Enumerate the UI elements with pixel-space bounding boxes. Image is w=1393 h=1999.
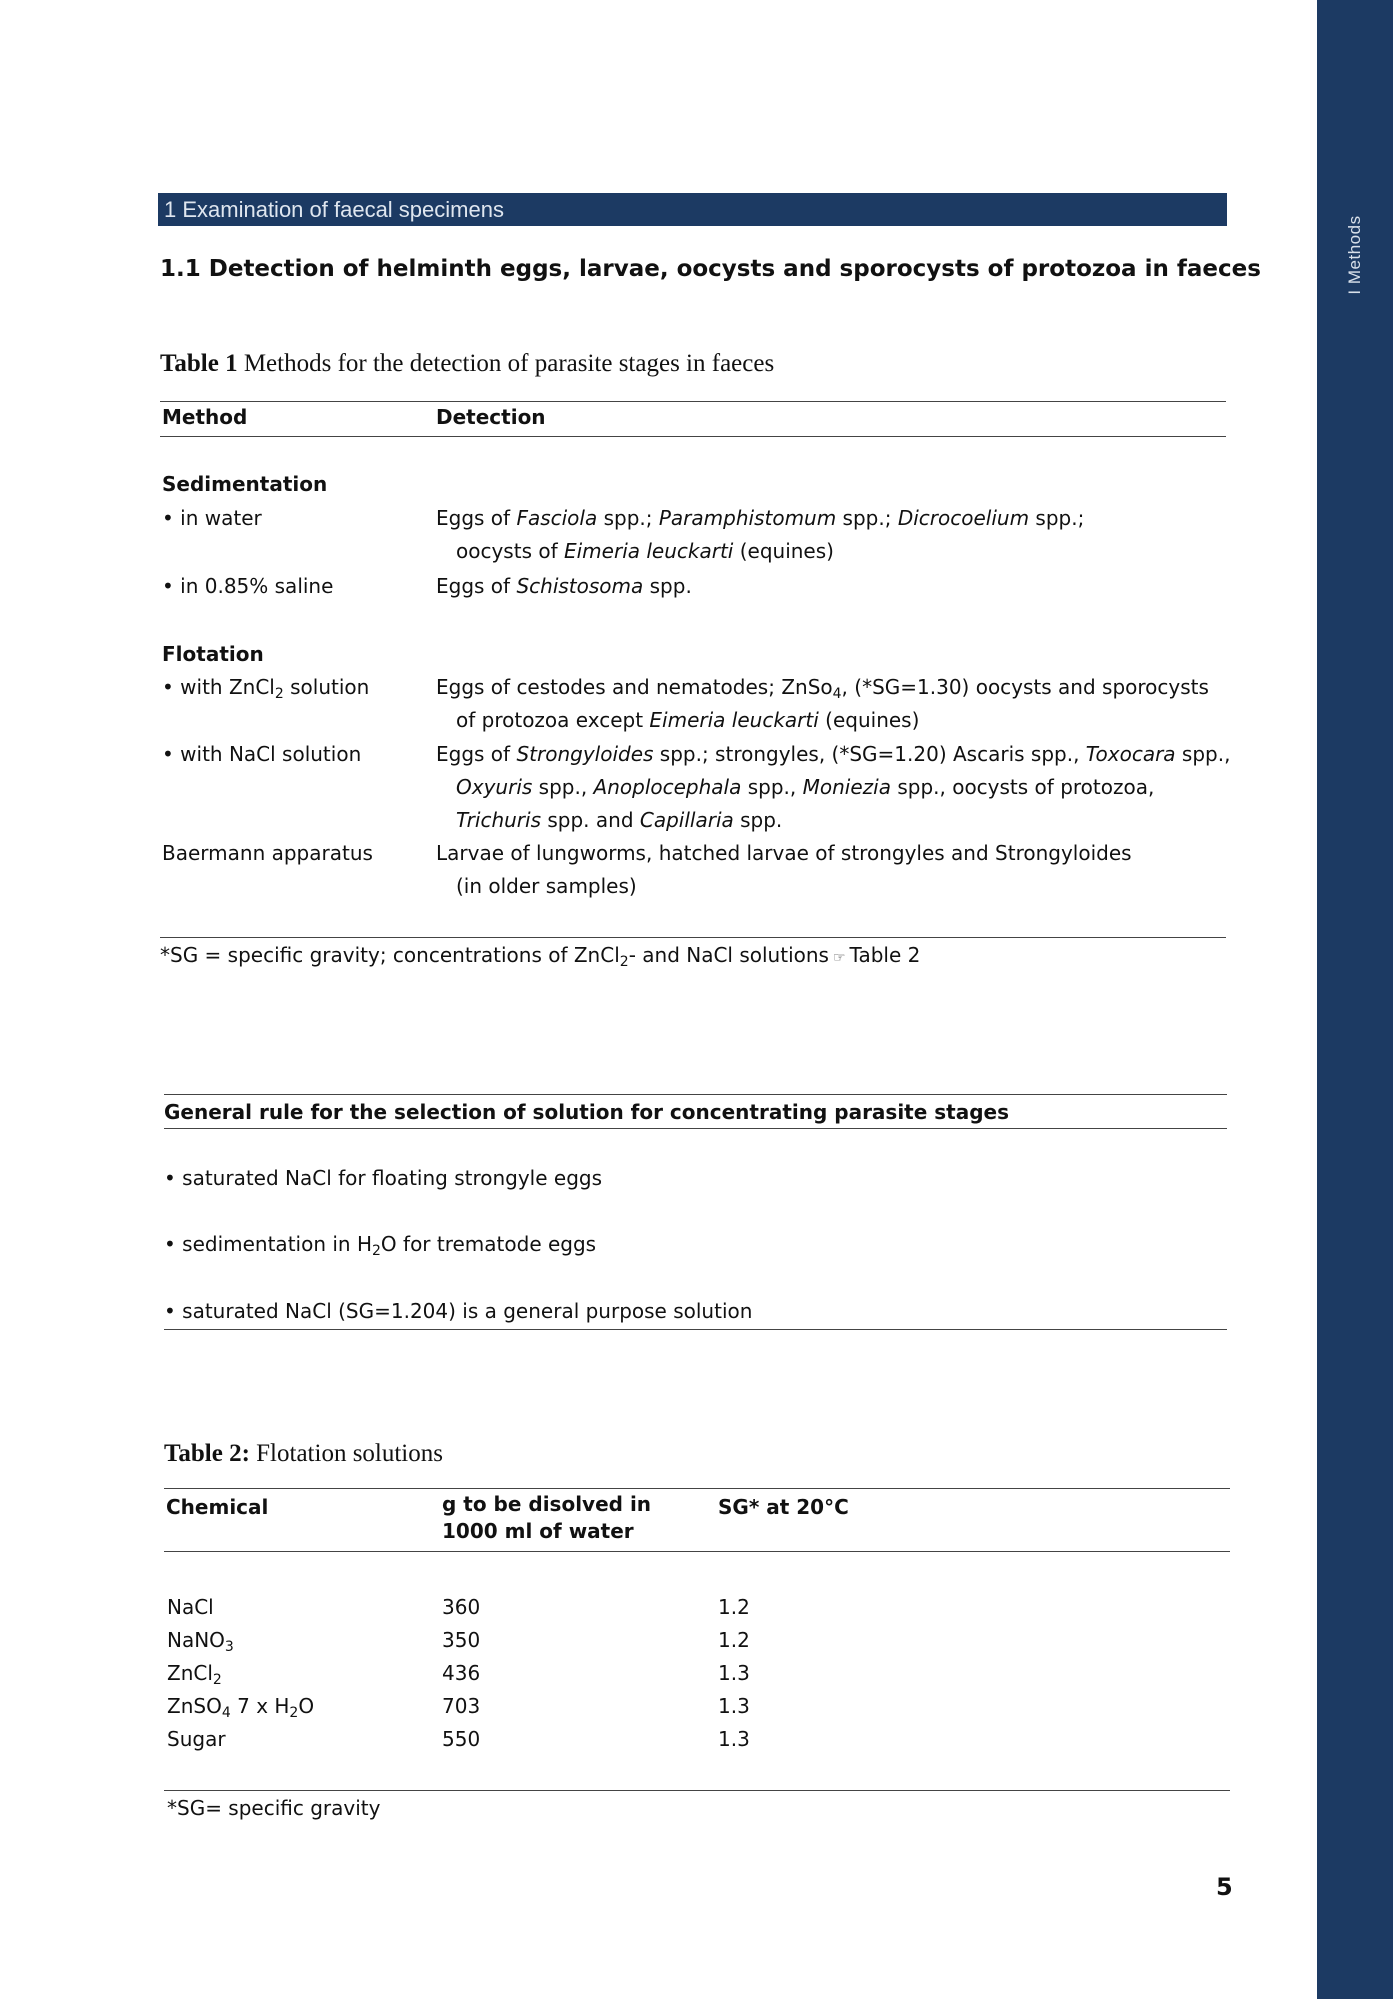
table1-caption <box>160 350 774 378</box>
table2-cell-sg: 1.3 <box>718 1727 750 1751</box>
text: *SG = specific gravity; concentrations of ZnCl <box>160 943 620 967</box>
text: Eggs of <box>436 506 517 530</box>
method-zncl2 <box>162 671 369 704</box>
general-rule-heading: General rule for the selection of solution for concentrating parasite stages <box>164 1100 1010 1124</box>
text: • sedimentation in H <box>164 1232 372 1256</box>
cross-reference: Table 2 <box>849 943 921 967</box>
table2-caption <box>164 1440 443 1468</box>
table1-header-method: Method <box>162 405 248 429</box>
text: of protozoa except <box>456 708 650 732</box>
rule-item <box>164 1228 596 1261</box>
chapter-header: 1 Examination of faecal specimens <box>158 193 1227 226</box>
table2-cell-sg: 1.3 <box>718 1661 750 1685</box>
continuation-line: (in older samples) <box>456 874 637 898</box>
text: O <box>298 1694 315 1718</box>
subscript: 3 <box>224 1639 234 1655</box>
detection-nacl <box>436 738 1230 837</box>
text: 1000 ml of water <box>442 1519 634 1543</box>
taxon: Dicrocoelium <box>897 506 1030 530</box>
table2-cell-chemical <box>167 1657 222 1690</box>
taxon: Capillaria <box>639 808 734 832</box>
method-baermann: Baermann apparatus <box>162 841 373 865</box>
text: • with ZnCl <box>162 675 275 699</box>
text: spp. <box>733 808 783 832</box>
text: (equines) <box>818 708 920 732</box>
rule-item: • saturated NaCl for floating strongyle eggs <box>164 1166 603 1190</box>
rule-header-rule <box>164 1128 1227 1129</box>
rule-top-rule <box>164 1094 1227 1095</box>
table2-header-chemical: Chemical <box>166 1495 269 1519</box>
text: spp. <box>643 574 692 598</box>
continuation-line <box>436 771 1230 804</box>
table2-header-grams <box>442 1491 651 1545</box>
table1-caption-label: Table 1 <box>160 350 238 377</box>
section-heading: 1.1 Detection of helminth eggs, larvae, oocysts and sporocysts of protozoa in faeces <box>160 256 1261 282</box>
table1-header-rule <box>160 436 1226 437</box>
table2-cell-grams: 703 <box>442 1694 481 1718</box>
table2-footnote: *SG= specific gravity <box>167 1796 381 1820</box>
pointing-hand-icon: ☞ <box>832 950 846 966</box>
table1-bottom-rule <box>160 937 1226 938</box>
subscript: 2 <box>372 1243 381 1259</box>
taxon: Eimeria leuckarti <box>563 539 734 563</box>
text: spp., <box>532 775 594 799</box>
taxon: Oxyuris <box>456 775 533 799</box>
table2-caption-text: Flotation solutions <box>256 1440 443 1467</box>
side-tab-label: I Methods <box>1345 215 1364 295</box>
rule-bottom-rule <box>164 1329 1227 1330</box>
text: spp.; <box>836 506 898 530</box>
detection-in-water <box>436 502 1084 568</box>
taxon: Toxocara <box>1085 742 1176 766</box>
method-in-water: • in water <box>162 506 262 530</box>
continuation-line <box>436 535 1084 568</box>
continuation-line <box>436 704 1209 737</box>
text: spp.; <box>1029 506 1085 530</box>
text: oocysts of <box>456 539 564 563</box>
text: Eggs of <box>436 574 517 598</box>
text: spp.; strongyles, (*SG=1.20) Ascaris spp., <box>653 742 1086 766</box>
table2-cell-grams: 350 <box>442 1628 481 1652</box>
text: ZnCl <box>167 1661 213 1685</box>
page-number: 5 <box>1216 1873 1233 1901</box>
subscript: 2 <box>274 686 284 702</box>
table2-header-rule <box>164 1551 1230 1552</box>
text: Sugar <box>167 1727 226 1751</box>
detection-baermann <box>436 837 1132 903</box>
subscript: 2 <box>619 954 629 970</box>
text: ZnSO <box>167 1694 222 1718</box>
text: Larvae of lungworms, hatched larvae of strongyles and Strongyloides <box>436 841 1132 865</box>
subscript: 2 <box>289 1705 299 1721</box>
text: 7 x H <box>230 1694 290 1718</box>
table1-top-rule <box>160 401 1226 402</box>
text: O for trematode eggs <box>380 1232 597 1256</box>
side-tab <box>1317 0 1393 1999</box>
text: Eggs of cestodes and nematodes; ZnSo <box>436 675 833 699</box>
detection-in-saline <box>436 570 692 603</box>
taxon: Trichuris <box>456 808 541 832</box>
text: , (*SG=1.30) oocysts and sporocysts <box>841 675 1209 699</box>
taxon: Paramphistomum <box>658 506 837 530</box>
text: NaNO <box>167 1628 225 1652</box>
text: (equines) <box>733 539 834 563</box>
rule-item: • saturated NaCl (SG=1.204) is a general purpose solution <box>164 1299 753 1323</box>
table2-cell-grams: 436 <box>442 1661 481 1685</box>
text: spp.; <box>597 506 659 530</box>
table1-footnote <box>160 939 920 975</box>
taxon: Fasciola <box>516 506 598 530</box>
taxon: Moniezia <box>802 775 891 799</box>
table2-cell-sg: 1.2 <box>718 1595 750 1619</box>
table2-top-rule <box>164 1488 1230 1489</box>
table2-cell-chemical <box>167 1624 234 1657</box>
subscript: 4 <box>221 1705 231 1721</box>
text: spp. and <box>541 808 640 832</box>
method-nacl: • with NaCl solution <box>162 742 362 766</box>
table2-cell-grams: 550 <box>442 1727 481 1751</box>
table2-cell-grams: 360 <box>442 1595 481 1619</box>
text: spp., <box>741 775 803 799</box>
method-in-saline: • in 0.85% saline <box>162 574 334 598</box>
table2-cell-chemical <box>167 1723 226 1756</box>
table2-header-sg: SG* at 20°C <box>718 1495 849 1519</box>
taxon: Schistosoma <box>516 574 644 598</box>
flotation-heading: Flotation <box>162 642 264 666</box>
taxon: Strongyloides <box>516 742 654 766</box>
table2-cell-sg: 1.2 <box>718 1628 750 1652</box>
table2-cell-sg: 1.3 <box>718 1694 750 1718</box>
detection-zncl2 <box>436 671 1209 737</box>
table2-bottom-rule <box>164 1790 1230 1791</box>
subscript: 4 <box>832 686 842 702</box>
table2-cell-chemical <box>167 1690 314 1723</box>
text: g to be disolved in <box>442 1492 652 1516</box>
text: NaCl <box>167 1595 214 1619</box>
table2-caption-label: Table 2: <box>164 1440 250 1467</box>
table2-cell-chemical <box>167 1591 214 1624</box>
taxon: Eimeria leuckarti <box>649 708 819 732</box>
text: spp., oocysts of protozoa, <box>890 775 1155 799</box>
text: Eggs of <box>436 742 517 766</box>
text: solution <box>283 675 370 699</box>
sedimentation-heading: Sedimentation <box>162 472 328 496</box>
continuation-line <box>436 804 1230 837</box>
text: - and NaCl solutions <box>628 943 829 967</box>
text: spp., <box>1175 742 1231 766</box>
subscript: 2 <box>212 1672 222 1688</box>
taxon: Anoplocephala <box>593 775 742 799</box>
table1-caption-text: Methods for the detection of parasite stages in faeces <box>243 350 775 377</box>
table1-header-detection: Detection <box>436 405 546 429</box>
